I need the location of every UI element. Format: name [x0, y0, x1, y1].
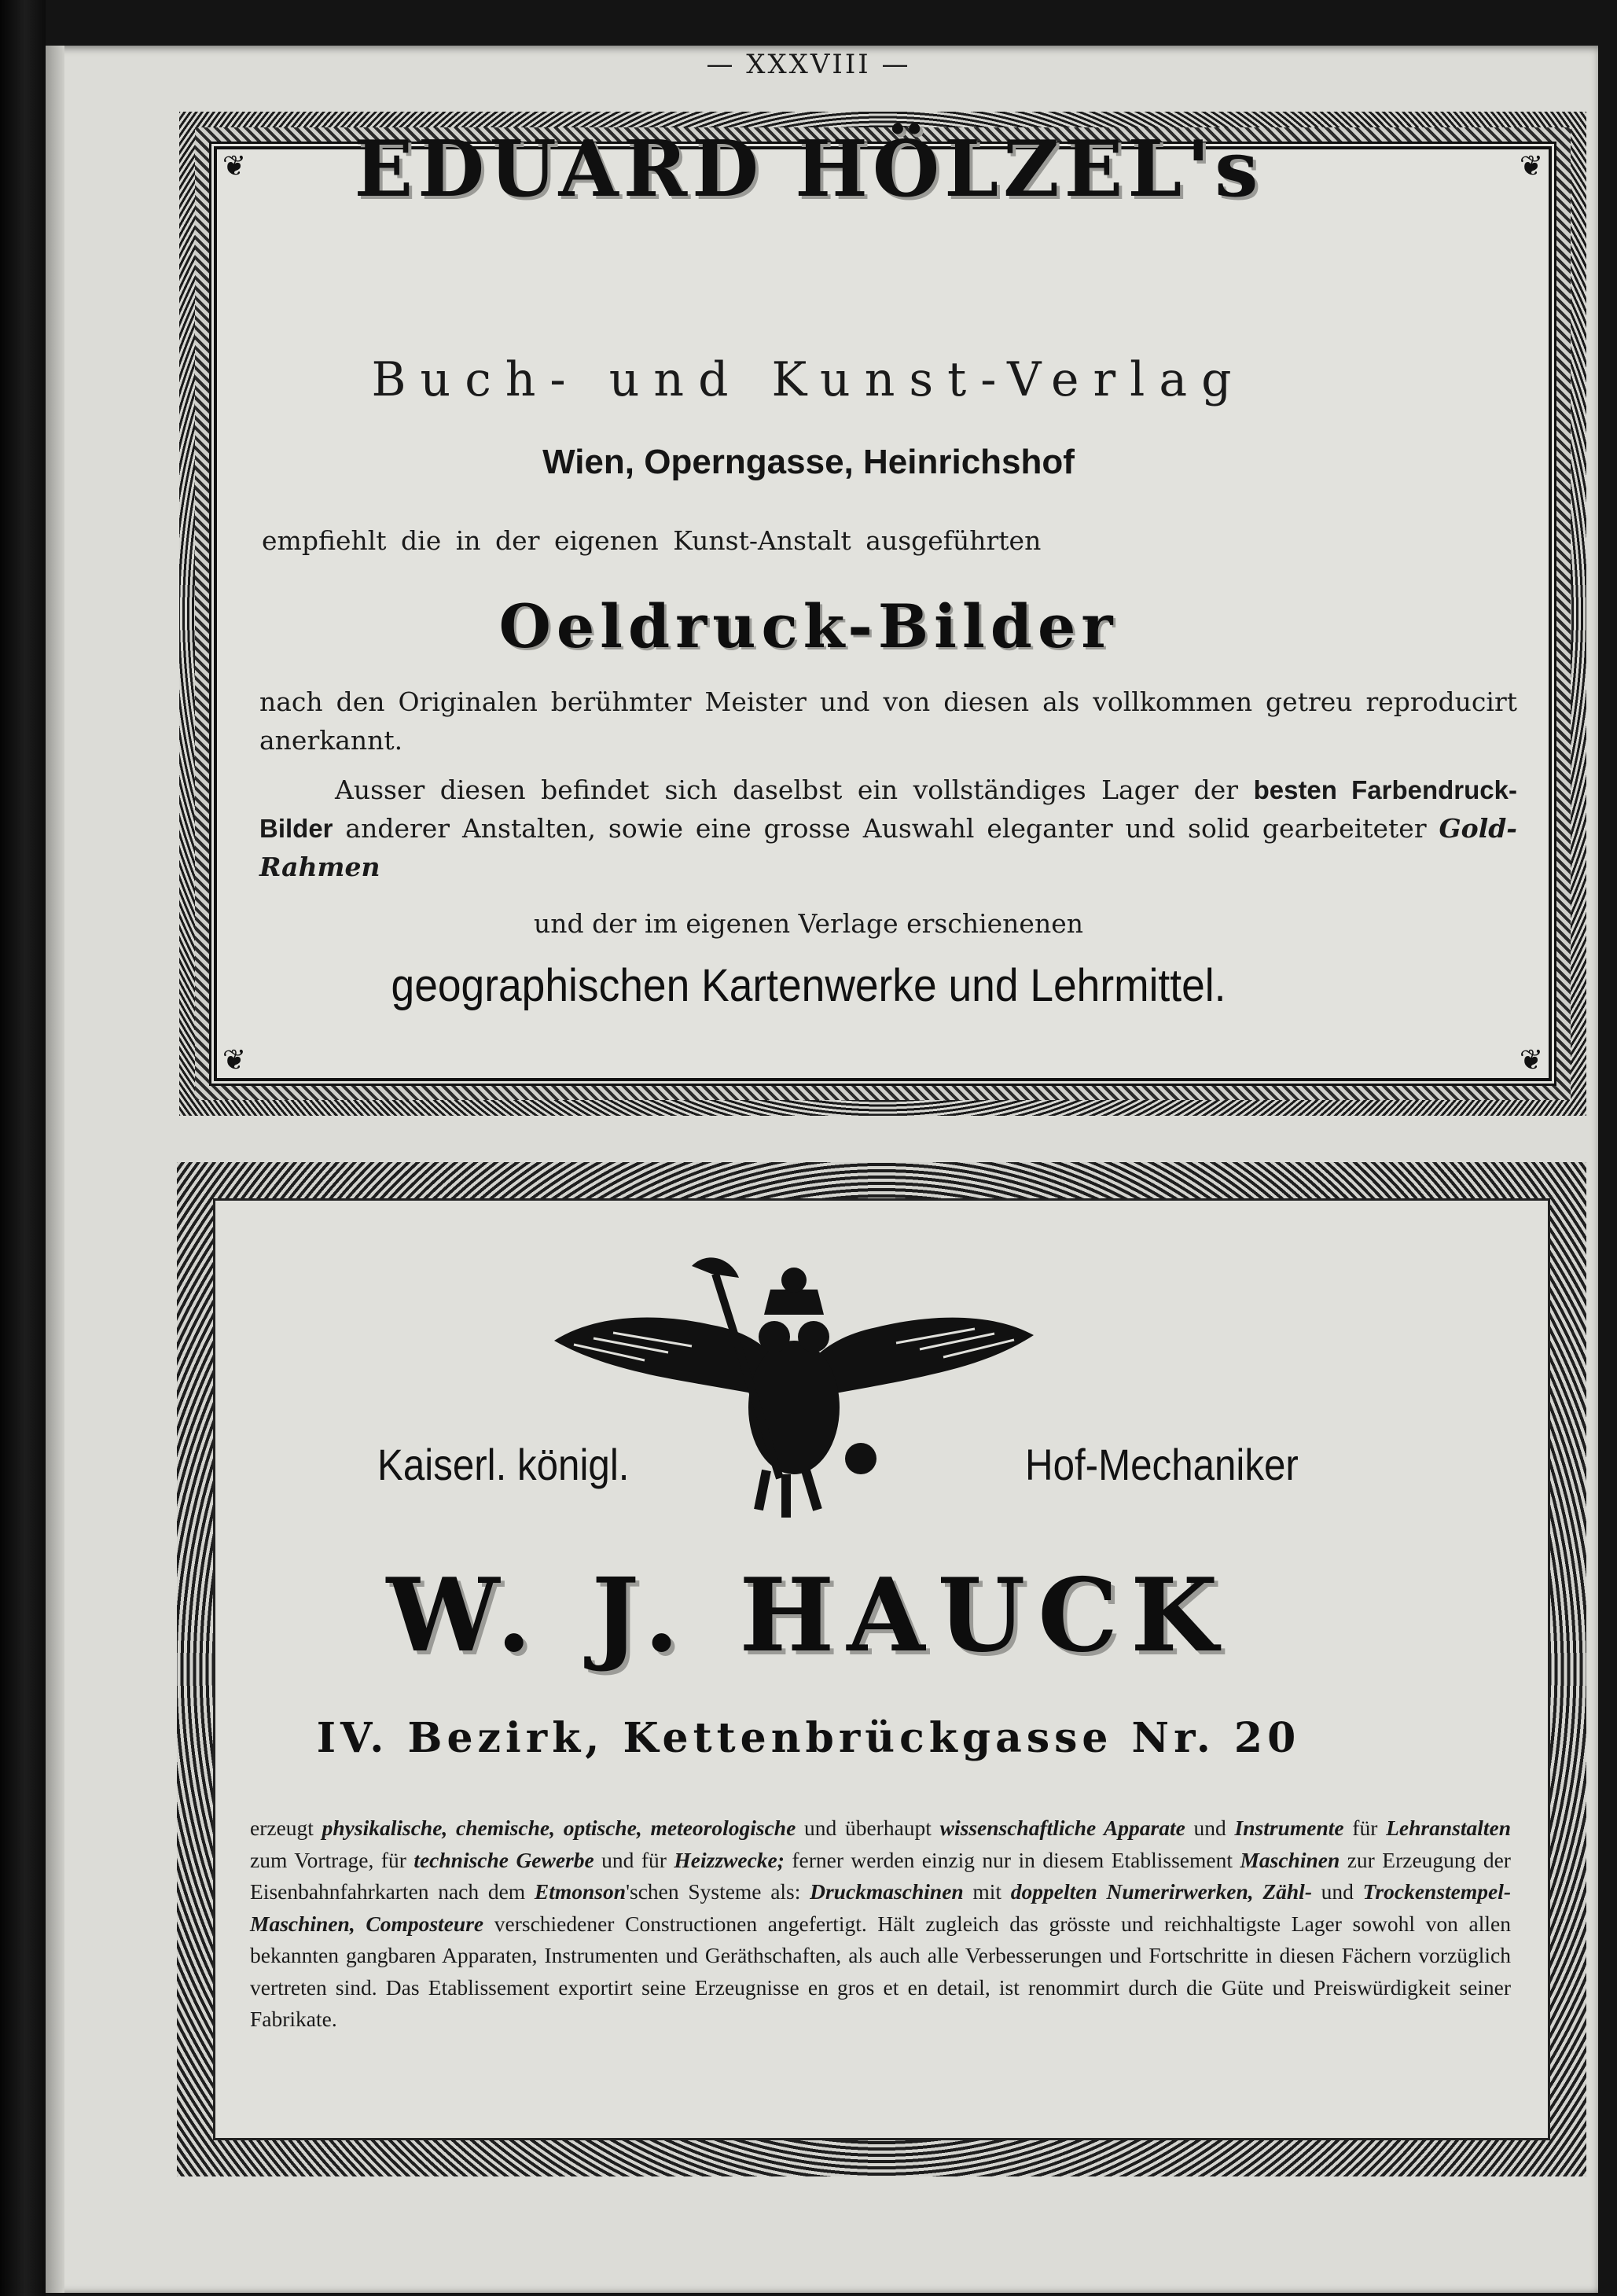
ad2-body-text: und überhaupt: [796, 1816, 940, 1840]
ad2-body-emphasis: Etmonson: [534, 1879, 627, 1904]
ad2-address: IV. Bezirk, Kettenbrückgasse Nr. 20: [316, 1714, 1301, 1762]
corner-ornament-icon: ❦: [219, 1045, 250, 1076]
ad2-body-emphasis: Maschinen: [1240, 1847, 1340, 1872]
ad1-address: Wien, Operngasse, Heinrichshof: [542, 443, 1075, 481]
ad2-body-emphasis: Heizzwecke;: [674, 1847, 785, 1872]
ad2-body-text: und: [1311, 1879, 1363, 1904]
ad2-body-text: erzeugt: [250, 1816, 322, 1840]
ad2-body-emphasis: doppelten Numerirwerken, Zähl-: [1010, 1879, 1312, 1904]
ad2-body-emphasis: technische Gewerbe: [413, 1847, 594, 1872]
ad2-body-text: mit: [963, 1879, 1011, 1904]
ad2-body-emphasis: Instrumente: [1234, 1816, 1344, 1840]
ad2-body-text: zur Erzeugung der Eisenbahnfahrkarten nach dem: [250, 1847, 1511, 1904]
corner-ornament-icon: ❦: [219, 151, 250, 182]
corner-ornament-icon: ❦: [1516, 151, 1547, 182]
ad1-paragraph-2-bold: besten Farbendruck-Bilder: [259, 775, 1517, 843]
ad2-body-emphasis: Druckmaschinen: [810, 1879, 964, 1904]
ad1-line-und: und der im eigenen Verlage erschienenen: [534, 908, 1083, 939]
ad1-product: Oeldruck-Bilder: [498, 591, 1119, 661]
ad2-name: W. J. HAUCK: [386, 1557, 1231, 1675]
ad2-body-text: ferner werden einzig nur in diesem Etablissement: [784, 1847, 1240, 1872]
ad2-body-text: verschiedener Constructionen angefertigt. Hält zugleich das grösste und reichhaltigste Lager sowohl von allen bekannten gangbaren Apparaten, Instrumenten und Geräthschaften, als auch alle Verbesserungen und Fortschritte in diesen Fächern vorzüglich vertreten sind. Das Etablissement exportirt seine Erzeugnisse en gros et en detail, ist renommirt durch die Güte und Preiswürdigkeit seiner Fabrikate.: [250, 1911, 1511, 2031]
ad1-paragraph-1: nach den Originalen berühmter Meister und von diesen als vollkommen getreu reproducirt anerkannt.: [259, 686, 1517, 756]
corner-ornament-icon: ❦: [1516, 1045, 1547, 1076]
ad1-subtitle: Buch- und Kunst-Verlag: [371, 352, 1246, 407]
ad1-intro: empfiehlt die in der eigenen Kunst-Anstalt ausgeführten: [262, 525, 1042, 556]
ad2-body-emphasis: wissenschaftliche Apparate: [939, 1816, 1185, 1840]
ad2-body-text: 'schen Systeme als:: [626, 1879, 810, 1904]
ad2-body-text: und für: [594, 1847, 674, 1872]
page-number: — XXXVIII —: [706, 49, 911, 80]
ad2-body-emphasis: physikalische, chemische, optische, meteorologische: [322, 1816, 796, 1840]
ad2-left-label: Kaiserl. königl.: [377, 1440, 630, 1489]
film-edge-left: [0, 0, 46, 2296]
ad1-paragraph-2-text-mid: anderer Anstalten, sowie eine grosse Auswahl eleganter und solid gearbeiteter: [333, 813, 1439, 844]
ad2-body-text: für: [1343, 1816, 1387, 1840]
ad1-paragraph-2: [259, 771, 1517, 886]
ad1-paragraph-2-italic: Gold-Rahmen: [259, 813, 1517, 882]
ad2-body-text: und: [1185, 1816, 1235, 1840]
ad1-title: EDUARD HÖLZEL's: [354, 124, 1263, 215]
ad2-body-emphasis: Lehranstalten: [1386, 1816, 1511, 1840]
ad2-body-emphasis: Trockenstempel-Maschinen, Composteure: [250, 1879, 1512, 1936]
ad2-right-label: Hof-Mechaniker: [1025, 1440, 1299, 1489]
ad2-body-text: zum Vortrage, für: [250, 1847, 414, 1872]
ad1-closing: geographischen Kartenwerke und Lehrmittel.: [391, 960, 1226, 1011]
ad1-paragraph-2-text: Ausser diesen befindet sich daselbst ein vollständiges Lager der: [335, 775, 1254, 805]
ad2-body: [250, 1812, 1511, 2036]
